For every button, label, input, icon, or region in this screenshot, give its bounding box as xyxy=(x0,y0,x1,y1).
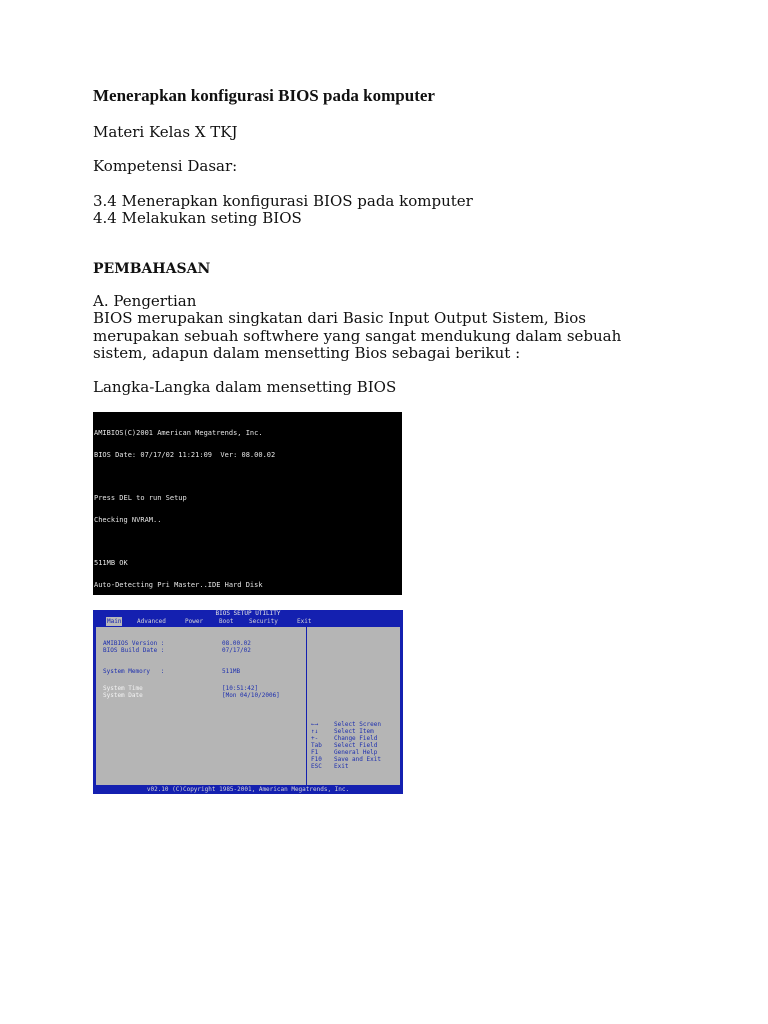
post-line: BIOS Date: 07/17/02 11:21:09 Ver: 08.00.02 xyxy=(94,451,276,459)
bios-setup-screenshot xyxy=(93,610,403,794)
steps-label: Langka-Langka dalam mensetting BIOS xyxy=(93,378,397,396)
field-value: 07/17/02 xyxy=(222,647,251,654)
field-label: BIOS Build Date : xyxy=(103,647,165,654)
setup-main-panel xyxy=(96,627,400,785)
help-desc: Select Screen xyxy=(334,721,381,728)
help-key: ←→ xyxy=(311,721,319,728)
paragraph-line: BIOS merupakan singkatan dari Basic Input Output Sistem, Bios xyxy=(93,309,587,327)
menu-power: Power xyxy=(185,618,204,625)
field-value: 08.00.02 xyxy=(222,640,251,647)
field-value: [Mon 04/10/2006] xyxy=(222,692,280,699)
help-key: ↑↓ xyxy=(311,728,319,735)
panel-divider xyxy=(306,627,307,785)
field-value: 511MB xyxy=(222,668,241,675)
kd-item: 4.4 Melakukan seting BIOS xyxy=(93,209,302,227)
bios-post-screenshot xyxy=(93,412,402,595)
post-text xyxy=(94,416,275,595)
menu-exit: Exit xyxy=(297,618,312,625)
help-key: +- xyxy=(311,735,319,742)
help-key: F10 xyxy=(311,756,322,763)
field-label: System Time xyxy=(103,685,143,692)
help-desc: Exit xyxy=(334,763,349,770)
menu-boot: Boot xyxy=(219,618,234,625)
help-desc: Save and Exit xyxy=(334,756,381,763)
post-line: AMIBIOS(C)2001 American Megatrends, Inc. xyxy=(94,429,263,438)
help-desc: General Help xyxy=(334,749,378,756)
paragraph-line: sistem, adapun dalam mensetting Bios sebagai berikut : xyxy=(93,344,521,362)
menu-main: Main xyxy=(107,618,122,625)
help-key: F1 xyxy=(311,749,319,756)
kd-label: Kompetensi Dasar: xyxy=(93,157,238,175)
document-subtitle: Materi Kelas X TKJ xyxy=(93,123,238,141)
kd-item: 3.4 Menerapkan konfigurasi BIOS pada komputer xyxy=(93,192,473,210)
help-key: ESC xyxy=(311,763,322,770)
help-desc: Change Field xyxy=(334,735,378,742)
menu-advanced: Advanced xyxy=(137,618,166,625)
field-label: System Date xyxy=(103,692,143,699)
document-title: Menerapkan konfigurasi BIOS pada komputer xyxy=(93,86,435,105)
post-line: Press DEL to run Setup xyxy=(94,494,187,503)
help-desc: Select Item xyxy=(334,728,374,735)
paragraph-line: merupakan sebuah softwhere yang sangat mendukung dalam sebuah xyxy=(93,327,622,345)
post-line: Checking NVRAM.. xyxy=(94,515,162,524)
field-value: [10:51:42] xyxy=(222,685,259,692)
post-line: 511MB OK xyxy=(94,558,128,567)
subsection-heading: A. Pengertian xyxy=(93,292,197,310)
field-label: AMIBIOS Version : xyxy=(103,640,165,647)
setup-menu-bar xyxy=(93,617,403,626)
field-label: System Memory : xyxy=(103,668,165,675)
setup-title: BIOS SETUP UTILITY xyxy=(215,610,281,617)
post-line: Auto-Detecting Pri Master..IDE Hard Disk xyxy=(94,580,263,589)
setup-footer: v02.10 (C)Copyright 1985-2001, American Megatrends, Inc. xyxy=(146,786,350,793)
post-line xyxy=(94,538,275,545)
menu-security: Security xyxy=(249,618,278,625)
help-desc: Select Field xyxy=(334,742,378,749)
section-heading: PEMBAHASAN xyxy=(93,261,211,277)
post-line xyxy=(94,474,275,481)
help-key: Tab xyxy=(311,742,322,749)
